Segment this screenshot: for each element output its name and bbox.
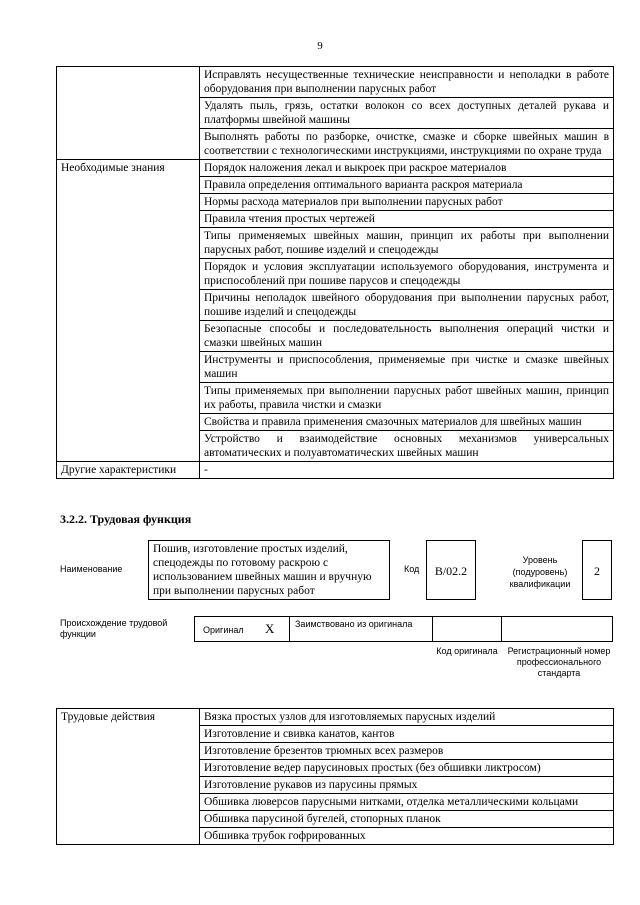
table-cell: Порядок и условия эксплуатации используемого оборудования, инструмента и приспособлений при пошиве парусов и спецодежды (200, 259, 614, 290)
table-cell: Изготовление ведер парусиновых простых (без обшивки ликтросом) (200, 760, 614, 777)
row-label-other-characteristics: Другие характеристики (57, 462, 200, 479)
table-cell: Правила определения оптимального варианта раскроя материала (200, 177, 614, 194)
reg-number-cell (501, 616, 613, 642)
table-cell: Инструменты и приспособления, применяемые при чистке и смазке швейных машин (200, 352, 614, 383)
page-number: 9 (317, 40, 323, 52)
code-label: Код (404, 564, 420, 574)
table-cell: Изготовление брезентов трюмных всех размеров (200, 743, 614, 760)
table-cell: Свойства и правила применения смазочных материалов для швейных машин (200, 414, 614, 431)
table-cell: Типы применяемых швейных машин, принцип их работы при выполнении парусных работ, пошиве изделий и спецодежды (200, 228, 614, 259)
table-cell: Типы применяемых при выполнении парусных работ швейных машин, принцип их работы, правила чистки и смазки (200, 383, 614, 414)
table-cell: Исправлять несущественные технические неисправности и неполадки в работе оборудования при выполнении парусных работ (200, 67, 614, 98)
row-label-labor-actions: Трудовые действия (57, 709, 200, 845)
table-row (57, 67, 614, 98)
function-name: Пошив, изготовление простых изделий, спецодежды по готовому раскрою с использованием швейных машин и вручную при выполнении парусных работ (148, 540, 390, 600)
original-cell (194, 616, 290, 642)
table-cell: Нормы расхода материалов при выполнении парусных работ (200, 194, 614, 211)
code-original-label: Код оригинала (436, 646, 498, 656)
code-original-cell (432, 616, 502, 642)
table-cell: Изготовление и свивка канатов, кантов (200, 726, 614, 743)
row-label-necessary-knowledge: Необходимые знания (57, 160, 200, 462)
row-label (57, 67, 200, 160)
table-cell: Обшивка люверсов парусными нитками, отделка металлическими кольцами (200, 794, 614, 811)
borrowed-cell (289, 616, 433, 642)
table-cell: Правила чтения простых чертежей (200, 211, 614, 228)
table-cell: Причины неполадок швейного оборудования при выполнении парусных работ, пошиве изделий и спецодежды (200, 290, 614, 321)
name-label: Наименование (60, 564, 123, 574)
qualification-level-label: Уровень (подуровень) квалификации (509, 555, 571, 589)
table-cell: Выполнять работы по разборке, очистке, смазке и сборке швейных машин в соответствии с технологическими инструкциями, инструкциями по охране труда (200, 129, 614, 160)
table-row (57, 160, 614, 177)
borrowed-label: Заимствовано из оригинала (295, 619, 413, 629)
table-cell: Устройство и взаимодействие основных механизмов универсальных автоматических и полуавтоматических швейных машин (200, 431, 614, 462)
table-cell: - (200, 462, 614, 479)
reg-number-label: Регистрационный номер профессионального стандарта (507, 646, 611, 678)
table-cell: Обшивка парусиной бугелей, стопорных планок (200, 811, 614, 828)
original-label: Оригинал (203, 625, 244, 635)
table-cell: Изготовление рукавов из парусины прямых (200, 777, 614, 794)
function-code: B/02.2 (426, 540, 476, 600)
actions-table (56, 708, 614, 845)
skills-table (56, 66, 614, 479)
function-header (56, 540, 616, 604)
original-mark: X (265, 621, 275, 636)
origin-label: Происхождение трудовой функции (60, 618, 168, 639)
table-cell: Удалять пыль, грязь, остатки волокон со всех доступных деталей рукава и платформы швейной машины (200, 98, 614, 129)
table-row (57, 462, 614, 479)
qualification-level: 2 (582, 540, 612, 600)
table-cell: Безопасные способы и последовательность выполнения операций чистки и смазки швейных машин (200, 321, 614, 352)
table-row (57, 709, 614, 726)
table-cell: Порядок наложения лекал и выкроек при раскрое материалов (200, 160, 614, 177)
origin-block (56, 616, 616, 706)
table-cell: Вязка простых узлов для изготовляемых парусных изделий (200, 709, 614, 726)
section-title: 3.2.2. Трудовая функция (60, 512, 192, 526)
table-cell: Обшивка трубок гофрированных (200, 828, 614, 845)
